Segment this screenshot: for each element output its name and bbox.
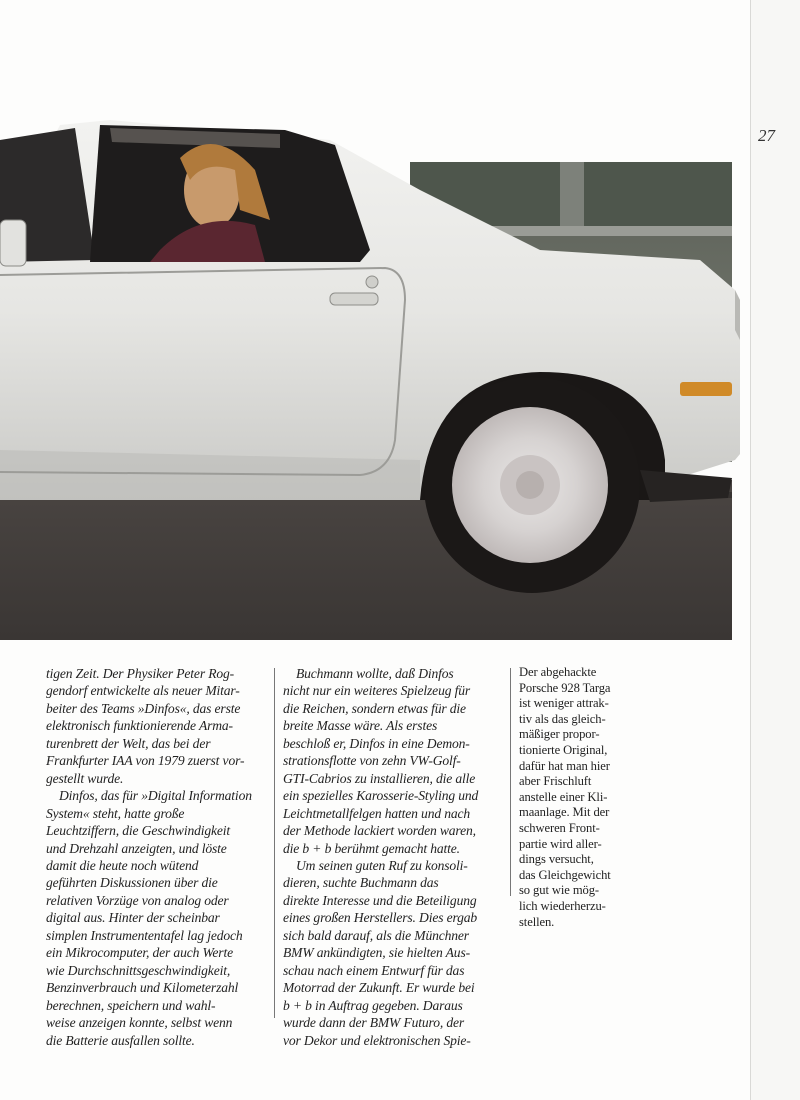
text-line: sich bald darauf, als die Münchner	[283, 927, 469, 943]
caption-line: ist weniger attrak-	[519, 696, 609, 711]
text-line: BMW ankündigten, sie hielten Aus-	[283, 945, 470, 961]
text-line: Buchmann wollte, daß Dinfos	[296, 666, 454, 681]
article-column-1	[46, 665, 268, 1049]
text-line: gestellt wurde.	[46, 770, 124, 786]
text-line: relativen Vorzüge von analog oder	[46, 892, 229, 908]
car-photo	[0, 100, 740, 645]
text-line: und Drehzahl anzeigten, und löste	[46, 840, 227, 856]
text-line: schau nach einem Entwurf für das	[283, 962, 465, 978]
caption-line: das Gleichgewicht	[519, 867, 611, 882]
text-line: vor Dekor und elektronischen Spie-	[283, 1032, 471, 1048]
column-divider	[274, 668, 275, 1018]
text-line: weise anzeigen konnte, selbst wenn	[46, 1015, 233, 1031]
text-line: System« steht, hatte große	[46, 805, 185, 821]
text-line: Motorrad der Zukunft. Er wurde bei	[283, 980, 475, 996]
text-line: eines großen Herstellers. Dies ergab	[283, 910, 478, 926]
text-line: direkte Interesse und die Beteiligung	[283, 892, 477, 908]
caption-line: lich wiederherzu-	[519, 898, 606, 913]
text-line: wurde dann der BMW Futuro, der	[283, 1015, 465, 1031]
caption-line: aber Frischluft	[519, 774, 592, 789]
text-line: dieren, suchte Buchmann das	[283, 875, 439, 891]
caption-line: mäßiger propor-	[519, 727, 600, 742]
text-line: Benzinverbrauch und Kilometerzahl	[46, 980, 239, 996]
text-line: turenbrett der Welt, das bei der	[46, 735, 211, 751]
text-line: tigen Zeit. Der Physiker Peter Rog-	[46, 666, 235, 681]
text-line: der Methode lackiert worden waren,	[283, 823, 476, 839]
caption-line: stellen.	[519, 914, 555, 929]
page-number: 27	[758, 126, 775, 145]
text-line: breite Masse wäre. Als erstes	[283, 718, 438, 734]
caption-line: tionierte Original,	[519, 742, 608, 757]
caption-line: Porsche 928 Targa	[519, 680, 611, 695]
caption-line: partie wird aller-	[519, 836, 602, 851]
article-column-2	[283, 665, 496, 1049]
text-line: wie Durchschnittsgeschwindigkeit,	[46, 962, 231, 978]
caption-line: Der abgehackte	[519, 665, 597, 679]
column-divider	[510, 668, 511, 896]
text-line: nicht nur ein weiteres Spielzeug für	[283, 683, 471, 699]
text-line: GTI-Cabrios zu installieren, die alle	[283, 770, 476, 786]
text-line: strationsflotte von zehn VW-Golf-	[283, 753, 461, 769]
text-line: damit die heute noch wütend	[46, 857, 199, 873]
text-line: die b + b berühmt gemacht hatte.	[283, 840, 460, 856]
text-line: elektronisch funktionierende Arma-	[46, 718, 233, 734]
caption-line: schweren Front-	[519, 820, 600, 835]
text-line: gendorf entwickelte als neuer Mitar-	[46, 683, 240, 699]
text-line: die Batterie ausfallen sollte.	[46, 1032, 195, 1048]
caption-line: dings versucht,	[519, 852, 594, 867]
text-line: ein Mikrocomputer, der auch Werte	[46, 945, 233, 961]
text-line: beschloß er, Dinfos in eine Demon-	[283, 735, 470, 751]
text-line: b + b in Auftrag gegeben. Daraus	[283, 997, 463, 1013]
caption-line: maanlage. Mit der	[519, 805, 610, 820]
text-line: geführten Diskussionen über die	[46, 875, 218, 891]
text-line: Dinfos, das für »Digital Information	[59, 788, 252, 804]
text-line: simplen Instrumententafel lag jedoch	[46, 927, 243, 943]
caption-line: dafür hat man hier	[519, 758, 610, 773]
text-line: berechnen, speichern und wahl-	[46, 997, 216, 1013]
text-line: digital aus. Hinter der scheinbar	[46, 910, 220, 926]
text-line: beiter des Teams »Dinfos«, das erste	[46, 700, 241, 716]
caption-line: anstelle einer Kli-	[519, 789, 608, 804]
caption-line: tiv als das gleich-	[519, 711, 606, 726]
text-line: Um seinen guten Ruf zu konsoli-	[296, 857, 468, 873]
page-edge	[750, 0, 751, 1100]
caption-line: so gut wie mög-	[519, 883, 600, 898]
text-line: die Reichen, sondern etwas für die	[283, 700, 466, 716]
page-margin	[751, 0, 800, 1100]
photo-caption	[519, 665, 627, 930]
text-line: Leuchtziffern, die Geschwindigkeit	[46, 823, 231, 839]
text-line: Leichtmetallfelgen hatten und nach	[283, 805, 471, 821]
text-line: Frankfurter IAA von 1979 zuerst vor-	[46, 753, 245, 769]
text-line: ein spezielles Karosserie-Styling und	[283, 788, 479, 804]
